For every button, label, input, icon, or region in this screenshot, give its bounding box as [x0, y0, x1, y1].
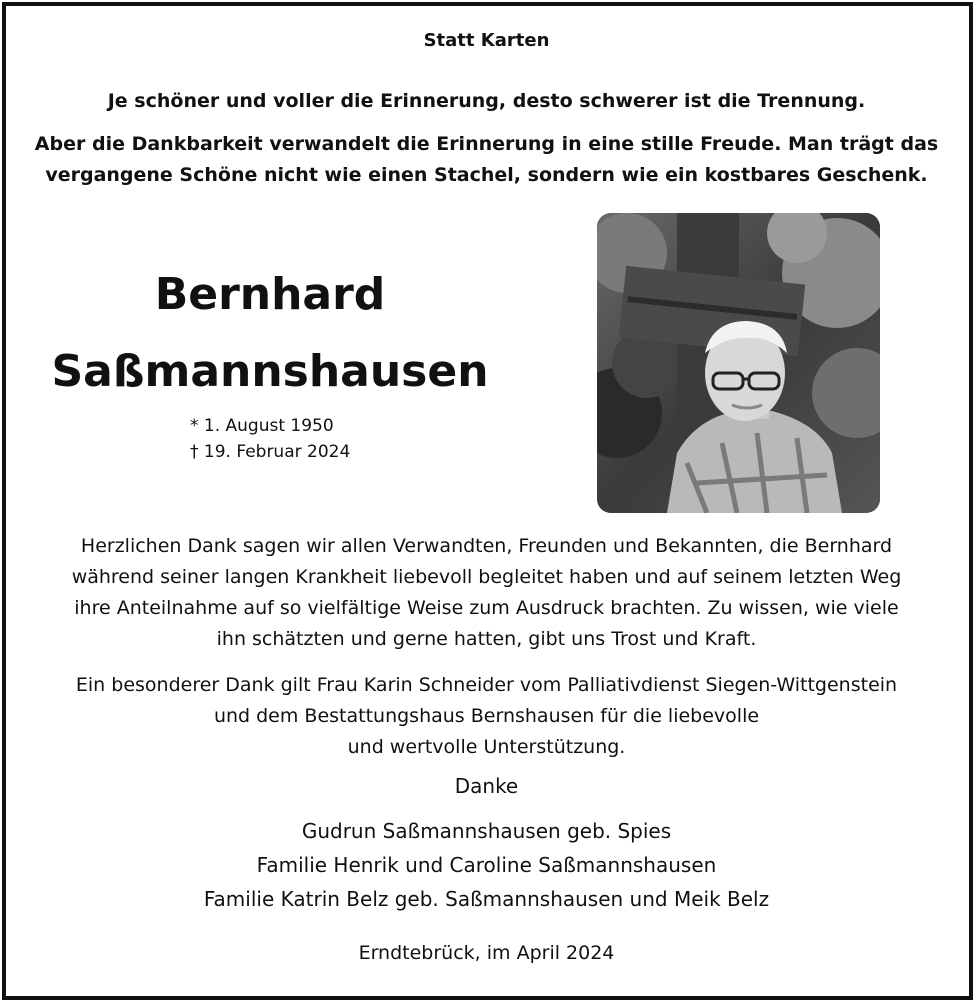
thanks-line-2: während seiner langen Krankheit liebevoll begleitet haben und auf seinem letzten Weg [71, 566, 902, 588]
special-thanks-paragraph [0, 670, 973, 763]
family-line-2: Familie Henrik und Caroline Saßmannshausen [256, 853, 717, 877]
family-line-1: Gudrun Saßmannshausen geb. Spies [301, 819, 672, 843]
family-signatures [0, 814, 973, 916]
special-thanks-line-3: und wertvolle Unterstützung. [347, 736, 626, 758]
thanks-line-4: ihn schätzten und gerne hatten, gibt uns Trost und Kraft. [216, 628, 757, 650]
family-line-3: Familie Katrin Belz geb. Saßmannshausen und Meik Belz [203, 887, 770, 911]
portrait-photo-image [597, 213, 880, 513]
life-dates [190, 413, 350, 465]
portrait-photo [597, 213, 880, 513]
birth-date: * 1. August 1950 [190, 416, 334, 436]
quote-line-3: vergangene Schöne nicht wie einen Stachel, sondern wie ein kostbares Geschenk. [45, 164, 928, 186]
place-and-date: Erndtebrück, im April 2024 [358, 942, 615, 964]
special-thanks-line-1: Ein besonderer Dank gilt Frau Karin Schneider vom Palliativdienst Siegen-Wittgenstein [75, 674, 898, 696]
thanks-line-3: ihre Anteilnahme auf so vielfältige Weise zum Ausdruck brachten. Zu wissen, wie viele [74, 597, 899, 619]
header-statt-karten: Statt Karten [423, 30, 550, 51]
deceased-first-name: Bernhard [154, 269, 386, 320]
quote-line-2: Aber die Dankbarkeit verwandelt die Erinnerung in eine stille Freude. Man trägt das [34, 133, 939, 155]
deceased-last-name: Saßmannshausen [51, 346, 489, 397]
thanks-paragraph [0, 531, 973, 655]
closing-danke: Danke [454, 774, 519, 798]
thanks-line-1: Herzlichen Dank sagen wir allen Verwandten, Freunden und Bekannten, die Bernhard [80, 535, 893, 557]
death-date: † 19. Februar 2024 [190, 442, 351, 462]
quote-block [0, 129, 973, 191]
special-thanks-line-2: und dem Bestattungshaus Bernshausen für die liebevolle [213, 705, 760, 727]
quote-line-1: Je schöner und voller die Erinnerung, desto schwerer ist die Trennung. [107, 90, 866, 112]
